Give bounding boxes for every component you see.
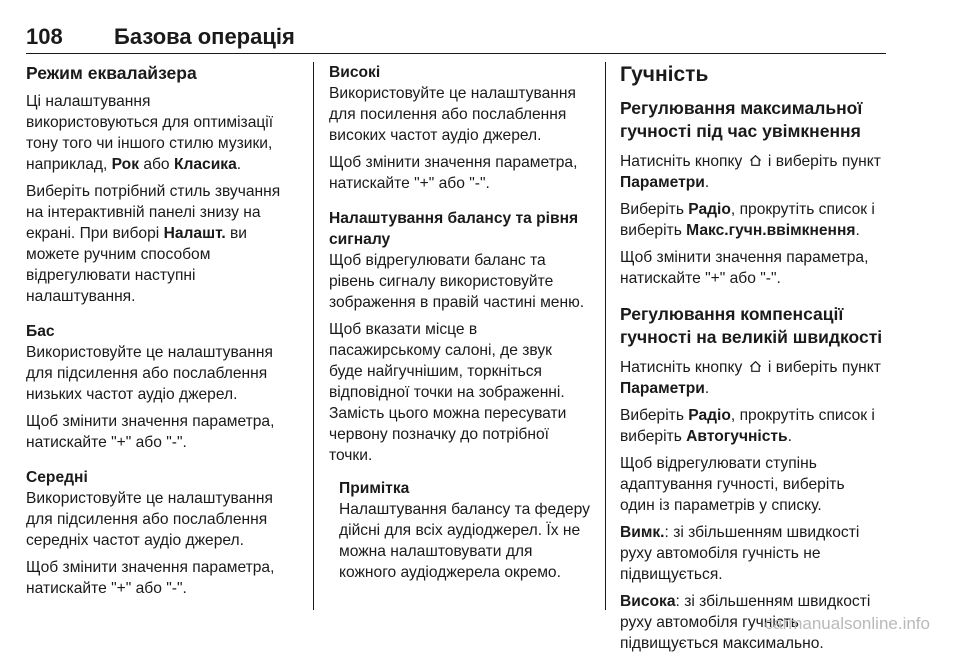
text-line: натискайте "+" або "-". <box>329 175 490 192</box>
comp-press <box>620 357 888 399</box>
max-volume-title <box>620 97 888 143</box>
mid-change <box>26 557 301 599</box>
auto-volume-item: Автогучність <box>686 428 788 445</box>
text-line: підвищується. <box>620 566 723 583</box>
text-line: точки. <box>329 447 373 464</box>
text-line: , прокрутіть список і <box>730 407 875 424</box>
header-rule <box>26 53 886 54</box>
text-line: Щоб змінити значення параметра, <box>620 249 869 266</box>
text-line: Щоб вказати місце в <box>329 321 478 338</box>
text-line: для підсилення або послаблення <box>26 365 268 382</box>
equalizer-heading: Режим еквалайзера <box>26 63 197 83</box>
radio-item: Радіо <box>688 201 731 218</box>
text-line: підвищується максимально. <box>620 635 824 652</box>
note-box <box>339 478 594 583</box>
max-choose <box>620 199 888 241</box>
rock-option: Рок <box>111 156 139 173</box>
text-line: руху автомобіля гучність не <box>620 545 821 562</box>
text-line: на інтерактивній панелі знизу на <box>26 204 261 221</box>
text-line: можете ручним способом <box>26 246 211 263</box>
text-line: і виберіть пункт <box>763 153 881 170</box>
settings-item: Параметри <box>620 380 705 397</box>
home-icon <box>749 154 762 167</box>
off-label: Вимк. <box>620 524 665 541</box>
text-line: середніх частот аудіо джерел. <box>26 532 244 549</box>
text-line: можна налаштовувати для <box>339 543 533 560</box>
bass-title: Бас <box>26 323 55 340</box>
note-text <box>339 499 594 583</box>
text-line: гучності на великій швидкості <box>620 327 883 347</box>
text-line: Ці налаштування <box>26 93 151 110</box>
equalizer-choose <box>26 181 301 307</box>
text-line: руху автомобіля гучність <box>620 614 799 631</box>
balance-text <box>329 250 594 313</box>
text-line: Щоб змінити значення параметра, <box>329 154 578 171</box>
high-label: Висока <box>620 593 676 610</box>
text-line: або <box>139 156 174 173</box>
text-line: . <box>704 174 710 191</box>
text-line: : зі збільшенням швидкості <box>675 593 871 610</box>
home-icon <box>749 360 762 373</box>
option-off <box>620 522 888 585</box>
text-line: натискайте "+" або "-". <box>620 270 781 287</box>
column-divider <box>605 62 606 610</box>
text-line: : зі збільшенням швидкості <box>664 524 860 541</box>
text-line: . <box>236 156 242 173</box>
text-line: ви <box>225 225 248 242</box>
text-line: налаштування. <box>26 288 136 305</box>
text-line: використовуються для оптимізації <box>26 114 274 131</box>
text-line: Регулювання компенсації <box>620 304 844 324</box>
text-line: Натисніть кнопку <box>620 359 747 376</box>
text-line: буде найгучнішим, торкніться <box>329 363 542 380</box>
mid-title: Середні <box>26 469 88 486</box>
text-line: Виберіть <box>620 201 689 218</box>
text-line: . <box>855 222 860 239</box>
text-line: зображення в правій частині меню. <box>329 294 585 311</box>
text-line: . <box>704 380 710 397</box>
text-line: відрегулювати наступні <box>26 267 196 284</box>
mid-text <box>26 488 301 551</box>
text-line: Виберіть <box>620 407 689 424</box>
text-line: тону того чи іншого стилю музики, <box>26 135 273 152</box>
text-line: натискайте "+" або "-". <box>26 434 187 451</box>
column-3 <box>620 62 888 660</box>
column-1 <box>26 62 301 605</box>
page-number: 108 <box>26 24 63 49</box>
text-line: один із параметрів у списку. <box>620 497 822 514</box>
text-line: високих частот аудіо джерел. <box>329 127 542 144</box>
text-line: кожного аудіоджерела окремо. <box>339 564 561 581</box>
column-2 <box>329 62 594 583</box>
text-line: Використовуйте це налаштування <box>26 344 273 361</box>
balance-point <box>329 319 594 466</box>
note-title: Примітка <box>339 480 410 497</box>
text-line: Регулювання максимальної <box>620 98 863 118</box>
text-line: виберіть <box>620 222 687 239</box>
treble-text <box>329 83 594 146</box>
classic-option: Класика <box>173 156 237 173</box>
text-line: виберіть <box>620 428 687 445</box>
watermark: carmanualsonline.info <box>764 614 930 633</box>
volume-heading: Гучність <box>620 63 709 86</box>
text-line: дійсні для всіх аудіоджерел. Їх не <box>339 522 581 539</box>
comp-levels <box>620 453 888 516</box>
text-line: Щоб відрегулювати баланс та <box>329 252 546 269</box>
speed-comp-title <box>620 303 888 349</box>
text-line: Виберіть потрібний стиль звучання <box>26 183 281 200</box>
balance-title <box>329 208 594 250</box>
text-line: Щоб змінити значення параметра, <box>26 559 275 576</box>
text-line: Налаштування балансу та рівня <box>329 210 579 227</box>
radio-item: Радіо <box>688 407 731 424</box>
bass-change <box>26 411 301 453</box>
text-line: Натисніть кнопку <box>620 153 747 170</box>
page-header <box>26 14 886 54</box>
treble-title: Високі <box>329 64 381 81</box>
bass-text <box>26 342 301 405</box>
text-line: Використовуйте це налаштування <box>329 85 576 102</box>
text-line: наприклад, <box>26 156 112 173</box>
text-line: натискайте "+" або "-". <box>26 580 187 597</box>
max-change <box>620 247 888 289</box>
text-line: низьких частот аудіо джерел. <box>26 386 238 403</box>
text-line: Налаштування балансу та федеру <box>339 501 590 518</box>
text-line: червону позначку до потрібної <box>329 426 549 443</box>
text-line: Щоб змінити значення параметра, <box>26 413 275 430</box>
column-divider <box>313 62 314 610</box>
max-press <box>620 151 888 193</box>
treble-change <box>329 152 594 194</box>
max-volume-item: Макс.гучн.ввімкнення <box>686 222 856 239</box>
custom-option: Налашт. <box>163 225 226 242</box>
text-line: сигналу <box>329 231 391 248</box>
text-line: пасажирському салоні, де звук <box>329 342 552 359</box>
text-line: Щоб відрегулювати ступінь <box>620 455 817 472</box>
text-line: адаптування гучності, виберіть <box>620 476 845 493</box>
text-line: і виберіть пункт <box>763 359 881 376</box>
text-line: , прокрутіть список і <box>730 201 875 218</box>
text-line: для посилення або послаблення <box>329 106 567 123</box>
settings-item: Параметри <box>620 174 705 191</box>
text-line: рівень сигналу використовуйте <box>329 273 554 290</box>
page-title: Базова операція <box>114 24 295 49</box>
text-line: екрані. При виборі <box>26 225 164 242</box>
comp-choose <box>620 405 888 447</box>
text-line: для підсилення або послаблення <box>26 511 268 528</box>
text-line: . <box>787 428 792 445</box>
text-line: Замість цього можна пересувати <box>329 405 567 422</box>
text-line: гучності під час увімкнення <box>620 121 861 141</box>
text-line: Використовуйте це налаштування <box>26 490 273 507</box>
equalizer-intro <box>26 91 301 175</box>
text-line: відповідної точки на зображенні. <box>329 384 565 401</box>
